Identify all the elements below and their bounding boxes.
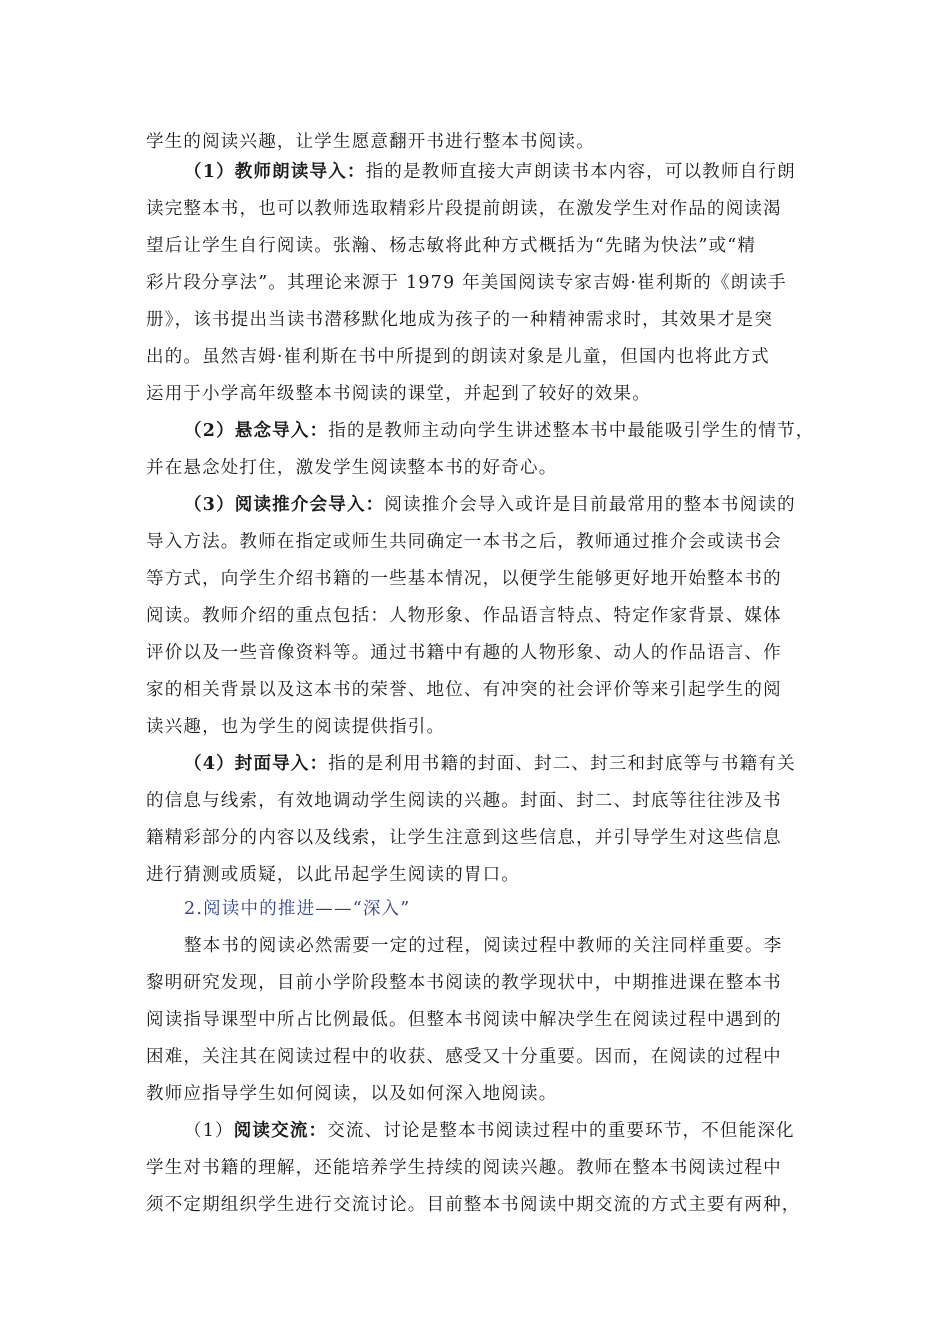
item-text: 交流、讨论是整本书阅读过程中的重要环节，不但能深化 <box>327 1121 795 1141</box>
item-label: （3）阅读推介会导入： <box>184 495 385 515</box>
paragraph-line: 须不定期组织学生进行交流讨论。目前整本书阅读中期交流的方式主要有两种， <box>146 1195 801 1215</box>
paragraph-line: 望后让学生自行阅读。张瀚、杨志敏将此种方式概括为“先睹为快法”或“精 <box>146 236 757 256</box>
paragraph-line: 评价以及一些音像资料等。通过书籍中有趣的人物形象、动人的作品语言、作 <box>146 643 782 663</box>
paragraph-line: 读完整本书，也可以教师选取精彩片段提前朗读，在激发学生对作品的阅读渴 <box>146 199 782 219</box>
paragraph-line <box>184 419 816 443</box>
section-heading: 2.阅读中的推进——“深入” <box>184 899 411 919</box>
item-label: （1）教师朗读导入： <box>184 162 366 182</box>
paragraph-line: 出的。虽然吉姆·崔利斯在书中所提到的朗读对象是儿童，但国内也将此方式 <box>146 347 770 367</box>
item-text: 阅读推介会导入或许是目前最常用的整本书阅读的 <box>384 495 796 515</box>
paragraph-line <box>184 1119 816 1143</box>
paragraph-line: 运用于小学高年级整本书阅读的课堂，并起到了较好的效果。 <box>146 384 651 404</box>
paragraph-line: 学生对书籍的理解，还能培养学生持续的阅读兴趣。教师在整本书阅读过程中 <box>146 1158 782 1178</box>
item-text: 指的是教师主动向学生讲述整本书中最能吸引学生的情节， <box>328 421 815 441</box>
paragraph-line: 籍精彩部分的内容以及线索，让学生注意到这些信息，并引导学生对这些信息 <box>146 828 782 848</box>
paragraph-line: 进行猜测或质疑，以此吊起学生阅读的胃口。 <box>146 865 520 885</box>
paragraph-line <box>184 493 816 517</box>
paragraph-line: 困难，关注其在阅读过程中的收获、感受又十分重要。因而，在阅读的过程中 <box>146 1047 782 1067</box>
paragraph-line: 读兴趣，也为学生的阅读提供指引。 <box>146 717 446 737</box>
item-text: 指的是教师直接大声朗读书本内容，可以教师自行朗 <box>365 162 796 182</box>
paragraph-line: 阅读。教师介绍的重点包括：人物形象、作品语言特点、特定作家背景、媒体 <box>146 606 782 626</box>
paragraph-line: 家的相关背景以及这本书的荣誉、地位、有冲突的社会评价等来引起学生的阅 <box>146 680 782 700</box>
paragraph-line: 阅读指导课型中所占比例最低。但整本书阅读中解决学生在阅读过程中遇到的 <box>146 1010 782 1030</box>
paragraph-line: 教师应指导学生如何阅读，以及如何深入地阅读。 <box>146 1084 558 1104</box>
paragraph-line <box>184 160 816 184</box>
paragraph-line: 彩片段分享法”。其理论来源于 1979 年美国阅读专家吉姆·崔利斯的《朗读手 <box>146 273 787 293</box>
item-label: （4）封面导入： <box>184 754 329 774</box>
item-label: （2）悬念导入： <box>184 421 329 441</box>
item-label: 阅读交流： <box>233 1121 328 1141</box>
paragraph-line: 等方式，向学生介绍书籍的一些基本情况，以便学生能够更好地开始整本书的 <box>146 569 782 589</box>
paragraph-line: 学生的阅读兴趣，让学生愿意翻开书进行整本书阅读。 <box>146 132 595 152</box>
item-text: 指的是利用书籍的封面、封二、封三和封底等与书籍有关 <box>328 754 796 774</box>
item-prefix: （1） <box>184 1121 234 1141</box>
paragraph-line: 黎明研究发现，目前小学阶段整本书阅读的教学现状中，中期推进课在整本书 <box>146 973 782 993</box>
paragraph-line: 册》，该书提出当读书潜移默化地成为孩子的一种精神需求时，其效果才是突 <box>146 310 774 330</box>
paragraph-line: 并在悬念处打住，激发学生阅读整本书的好奇心。 <box>146 458 558 478</box>
paragraph-line: 导入方法。教师在指定或师生共同确定一本书之后，教师通过推介会或读书会 <box>146 532 782 552</box>
paragraph-line: 整本书的阅读必然需要一定的过程，阅读过程中教师的关注同样重要。李 <box>184 936 783 956</box>
paragraph-line: 的信息与线索，有效地调动学生阅读的兴趣。封面、封二、封底等往往涉及书 <box>146 791 782 811</box>
paragraph-line <box>184 752 816 776</box>
